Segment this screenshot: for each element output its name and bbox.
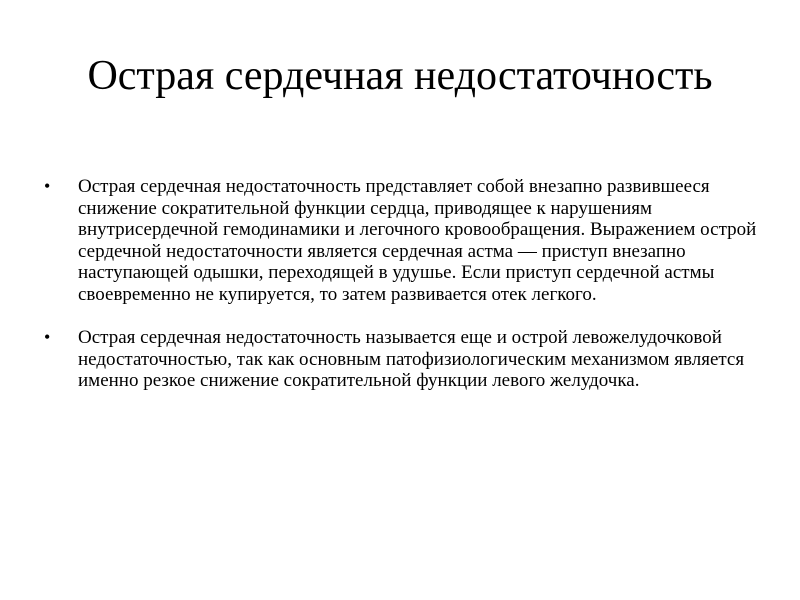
bullet-text: Острая сердечная недостаточность называется еще и острой левожелудочковой недостаточностью, так как основным патофизиологическим механизмом является именно резкое снижение сократительной функции левого желудочка.: [78, 327, 745, 391]
bullet-item: [40, 176, 770, 305]
bullet-icon: •: [44, 327, 51, 347]
bullet-list: [40, 176, 770, 414]
slide-title: Острая сердечная недостаточность: [87, 53, 713, 99]
bullet-icon: •: [44, 176, 51, 196]
bullet-text: Острая сердечная недостаточность представляет собой внезапно развившееся снижение сократительной функции сердца, приводящее к нарушениям внутрисердечной гемодинамики и легочного кровообращения. Выражением острой сердечной недостаточности является сердечная астма — приступ внезапно наступающей одышки, переходящей в удушье. Если приступ сердечной астмы своевременно не купируется, то затем развивается отек легкого.: [78, 176, 757, 305]
bullet-item: [40, 327, 770, 392]
